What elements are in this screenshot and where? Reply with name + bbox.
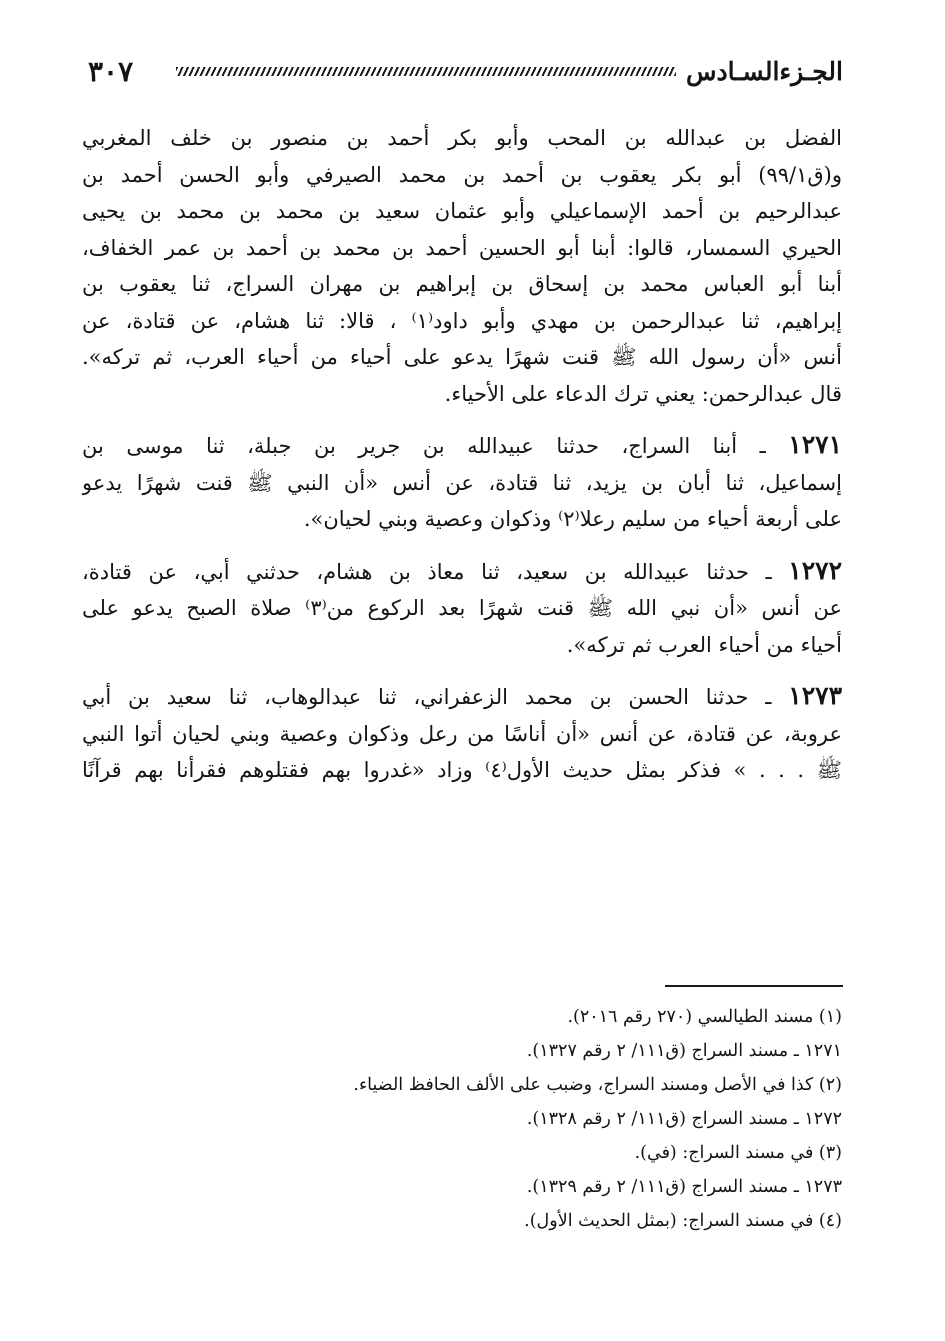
line-text: ـ حدثنا عبيدالله بن سعيد، ثنا معاذ بن هشام، حدثني أبي، عن قتادة،	[82, 559, 789, 584]
line-text: ـ أبنا السراج، حدثنا عبيدالله بن جرير بن جبلة، ثنا موسى بن	[82, 434, 789, 458]
text-line	[82, 465, 842, 502]
line-text: على أربعة أحياء من سليم رعلا⁽٢⁾ وذكوان وعصية وبني لحيان».	[303, 507, 842, 531]
header-hatched-rule	[176, 67, 676, 76]
text-line	[82, 553, 842, 591]
text-line	[82, 427, 842, 465]
line-text: أحياء من أحياء العرب ثم تركه».	[566, 632, 842, 657]
footnote: (٤) في مسند السراج: (بمثل الحديث الأول).	[524, 1211, 842, 1231]
text-line	[82, 627, 842, 664]
footnote: (٢) كذا في الأصل ومسند السراج، وضبب على الألف الحافظ الضياء.	[353, 1075, 842, 1095]
page-header	[88, 52, 843, 92]
line-text: ـ حدثنا الحسن بن محمد الزعفراني، ثنا عبدالوهاب، ثنا سعيد بن أبي	[82, 685, 789, 709]
line-text: و(ق٩٩/١) أبو بكر يعقوب بن أحمد بن محمد الصيرفي وأبو الحسن أحمد بن	[82, 162, 842, 187]
line-text: ﷺ . . . » فذكر بمثل حديث الأول⁽٤⁾ وزاد «غدروا بهم فقتلوهم فقرأنا بهم قرآنًا	[82, 758, 842, 782]
text-line	[82, 590, 842, 627]
text-line	[82, 678, 842, 716]
footnote: ١٢٧٢ ـ مسند السراج (ق١١١/ ٢ رقم ١٣٢٨).	[526, 1109, 842, 1129]
hadith-number: ١٢٧٢	[788, 555, 842, 585]
part-title: الجـزءالسـادس	[685, 57, 843, 86]
line-text: أبنا أبو العباس محمد بن إسحاق بن إبراهيم بن مهران السراج، ثنا يعقوب بن	[82, 272, 842, 296]
line-text: عن أنس «أن نبي الله ﷺ قنت شهرًا بعد الركوع من⁽٣⁾ صلاة الصبح يدعو على	[82, 596, 842, 620]
footnote-separator	[665, 985, 843, 987]
text-line	[82, 303, 842, 340]
text-line	[82, 266, 842, 303]
footnote: (٣) في مسند السراج: (في).	[634, 1143, 842, 1163]
line-text: إسماعيل، ثنا أبان بن يزيد، ثنا قتادة، عن أنس «أن النبي ﷺ قنت شهرًا يدعو	[82, 470, 842, 495]
line-text: عبدالرحيم بن أحمد الإسماعيلي وأبو عثمان سعيد بن محمد بن محمد بن يحيى	[82, 199, 842, 223]
text-line	[82, 752, 842, 789]
text-line	[82, 230, 842, 267]
text-line	[82, 339, 842, 376]
line-text: الفضل بن عبدالله بن المحب وأبو بكر أحمد بن منصور بن خلف المغربي	[82, 126, 842, 150]
line-text: إبراهيم، ثنا عبدالرحمن بن مهدي وأبو داود⁽١⁾ ، قالا: ثنا هشام، عن قتادة، عن	[82, 308, 842, 333]
footnote: ١٢٧١ ـ مسند السراج (ق١١١/ ٢ رقم ١٣٢٧).	[526, 1041, 842, 1061]
page-number: ٣٠٧	[88, 55, 134, 88]
footnote: ١٢٧٣ ـ مسند السراج (ق١١١/ ٢ رقم ١٣٢٩).	[526, 1177, 842, 1197]
line-text: الحيري السمسار، قالوا: أبنا أبو الحسين أحمد بن محمد بن أحمد بن عمر الخفاف،	[82, 235, 842, 260]
text-line	[82, 157, 842, 194]
main-text	[82, 120, 842, 789]
line-text: قال عبدالرحمن: يعني ترك الدعاء على الأحياء.	[444, 381, 842, 406]
text-line	[82, 193, 842, 230]
text-line	[82, 716, 842, 753]
footnotes	[142, 1000, 842, 1238]
hadith-number: ١٢٧٣	[788, 681, 842, 710]
text-line	[82, 501, 842, 538]
hadith-number: ١٢٧١	[788, 430, 842, 459]
footnote: (١) مسند الطيالسي (٢٧٠ رقم ٢٠١٦).	[567, 1007, 842, 1027]
line-text: أنس «أن رسول الله ﷺ قنت شهرًا يدعو على أحياء من أحياء العرب، ثم تركه».	[82, 345, 842, 369]
text-line	[82, 120, 842, 157]
line-text: عروبة، عن قتادة، عن أنس «أن أناسًا من رعل وذكوان وعصية وبني لحيان أتوا النبي	[82, 721, 842, 746]
text-line	[82, 376, 842, 413]
